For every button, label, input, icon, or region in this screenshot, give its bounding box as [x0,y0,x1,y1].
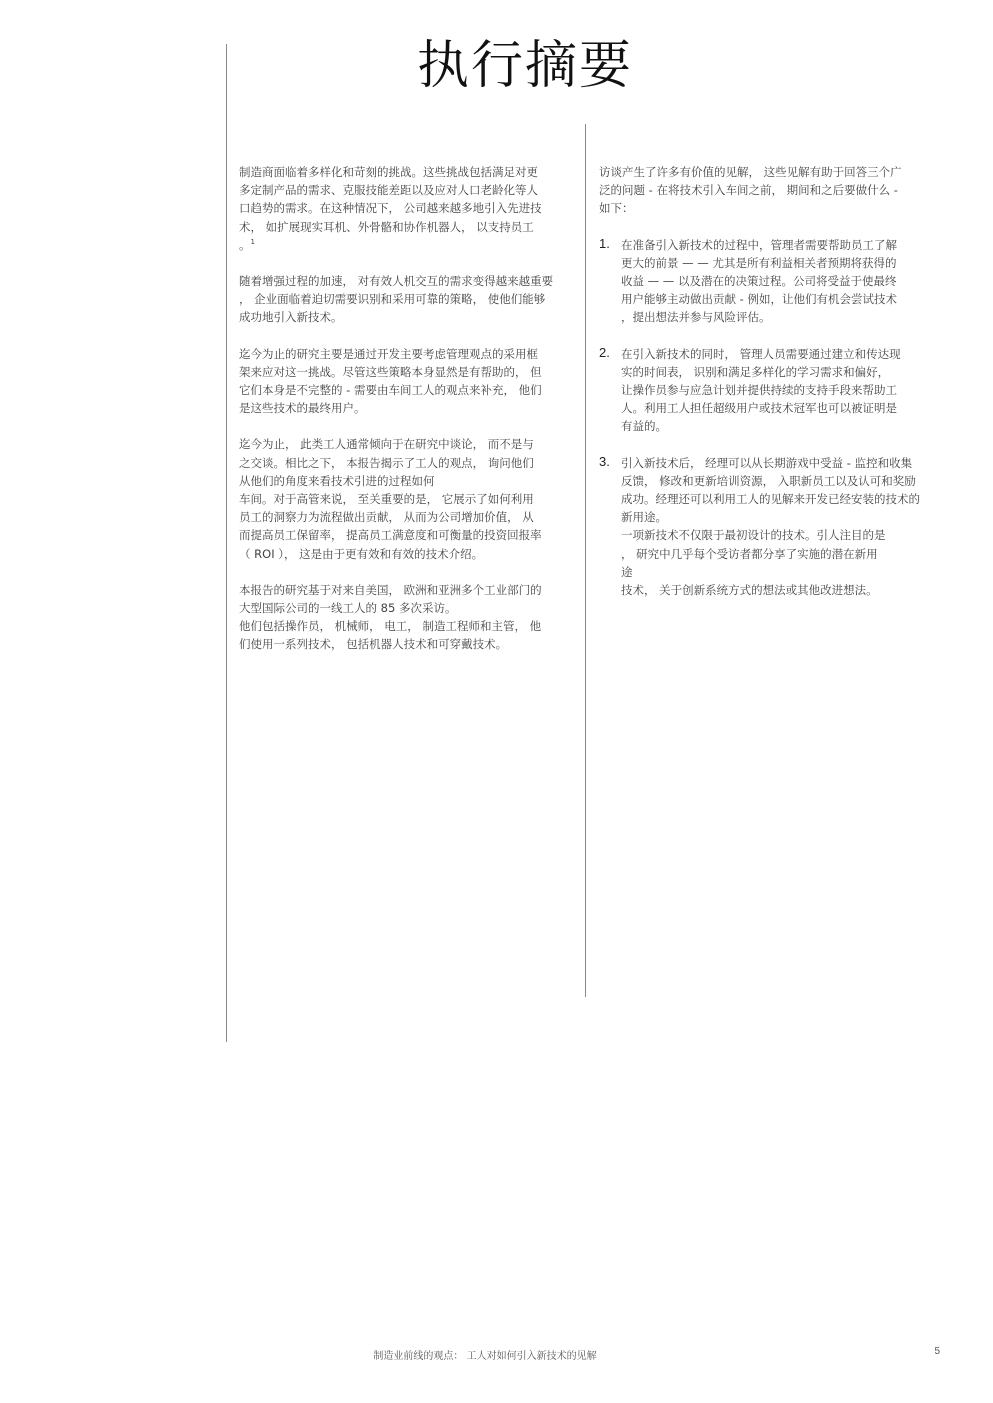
numbered-list [599,218,933,600]
text-line: 车间。对于高管来说， 至关重要的是， 它展示了如何利用 [239,492,534,507]
text-line: 一项新技术不仅限于最初设计的技术。引人注目的是 [621,528,886,543]
text-line: 引入新技术后， 经理可以从长期游戏中受益 - 监控和收集 [621,455,913,470]
text-line: 随着增强过程的加速， 对有效人机交互的需求变得越来越重要 [239,274,554,289]
text-line: 成功地引入新技术。 [239,310,343,325]
text-line: 它们本身是不完整的 - 需要由车间工人的观点来补充， 他们 [239,383,542,398]
text-line: 人。利用工人担任超级用户或技术冠军也可以被证明是 [621,401,897,416]
numbered-item [599,454,933,600]
right-intro-paragraph [599,163,933,218]
text-line: 本报告的研究基于对来自美国， 欧洲和亚洲多个工业部门的 [239,582,542,597]
text-line: 在引入新技术的同时， 管理人员需要通过建立和传达现 [621,346,901,361]
text-line: 途 [621,564,633,579]
body-paragraph [239,272,573,327]
text-line: 有益的。 [621,419,667,434]
footnote-marker: 1 [250,237,255,246]
body-paragraph [239,435,573,562]
body-paragraph [239,163,573,254]
text-line: 实的时间表， 识别和满足多样化的学习需求和偏好， [621,364,890,379]
text-line: 泛的问题 - 在将技术引入车间之前， 期间和之后要做什么 - [599,183,898,198]
item-number: 1. [599,235,610,251]
paragraph-gap [239,254,573,272]
text-line: 架来应对这一挑战。尽管这些策略本身显然是有帮助的， 但 [239,364,542,379]
left-column [239,163,573,654]
left-margin-rule [226,44,227,1042]
text-line: ， 研究中几乎每个受访者都分享了实施的潜在新用 [621,546,878,561]
text-line: ， 企业面临着迫切需要识别和采用可靠的策略， 使他们能够 [239,292,546,307]
item-number: 2. [599,344,610,360]
item-number: 3. [599,453,610,469]
text-line: 成功。经理还可以利用工人的见解来开发已经安装的技术的 [621,492,920,507]
paragraph-gap [599,327,933,345]
text-line: 他们包括操作员， 机械师， 电工， 制造工程师和主管， 他 [239,619,542,634]
numbered-item [599,236,933,327]
text-line: 之交谈。相比之下， 本报告揭示了工人的观点， 询问他们 [239,455,534,470]
text-line: 访谈产生了许多有价值的见解， 这些见解有助于回答三个广 [599,165,902,179]
paragraph-gap [239,563,573,581]
column-divider-rule [585,124,586,997]
text-line: 新用途。 [621,510,667,525]
text-line: 让操作员参与应急计划并提供持续的支持手段来帮助工 [621,383,897,398]
footer-caption: 制造业前线的观点： 工人对如何引入新技术的见解 [373,1351,597,1362]
text-line: 迄今为止的研究主要是通过开发主要考虑管理观点的采用框 [239,346,538,361]
text-line: 多定制产品的需求、克服技能差距以及应对人口老龄化等人 [239,183,538,198]
text-line: 术， 如扩展现实耳机、外骨骼和协作机器人， 以支持员工 [239,219,534,234]
text-line: 技术， 关于创新系统方式的想法或其他改进想法。 [621,583,878,598]
body-paragraph [239,345,573,418]
text-line: （ ROI ）， 这是由于更有效和有效的技术介绍。 [239,546,484,561]
text-line: 用户能够主动做出贡献 - 例如，让他们有机会尝试技术 [621,292,897,307]
text-line: 迄今为止， 此类工人通常倾向于在研究中谈论， 而不是与 [239,437,534,452]
text-line: 大型国际公司的一线工人的 85 多次采访。 [239,601,457,616]
body-paragraph [239,581,573,654]
text-line: 制造商面临着多样化和苛刻的挑战。这些挑战包括满足对更 [239,165,538,179]
text-line: 更大的前景 — — 尤其是所有利益相关者预期将获得的 [621,255,897,270]
page-title: 执行摘要 [416,36,633,96]
text-line: 们使用一系列技术， 包括机器人技术和可穿戴技术。 [239,637,508,652]
text-line: 反馈， 修改和更新培训资源， 入职新员工以及认可和奖励 [621,473,916,488]
page-number: 5 [934,1346,940,1357]
text-line: 是这些技术的最终用户。 [239,401,366,416]
text-line: 如下： [599,201,634,216]
paragraph-gap [599,436,933,454]
paragraph-gap [239,327,573,345]
paragraph-gap [239,417,573,435]
right-column [599,163,933,599]
text-line: 在准备引入新技术的过程中，管理者需要帮助员工了解 [621,237,897,252]
text-line: 收益 — — 以及潜在的决策过程。公司将受益于使最终 [621,274,897,289]
text-line: 。$^1$ [239,237,255,252]
text-line: 口趋势的需求。在这种情况下， 公司越来越多地引入先进技 [239,201,542,216]
text-line: 从他们的角度来看技术引进的过程如何 [239,473,435,488]
text-line: 而提高员工保留率， 提高员工满意度和可衡量的投资回报率 [239,528,542,543]
text-line: ，提出想法并参与风险评估。 [621,310,771,325]
numbered-item [599,345,933,436]
paragraph-gap [599,218,933,236]
text-line: 员工的洞察力为流程做出贡献， 从而为公司增加价值， 从 [239,510,534,525]
